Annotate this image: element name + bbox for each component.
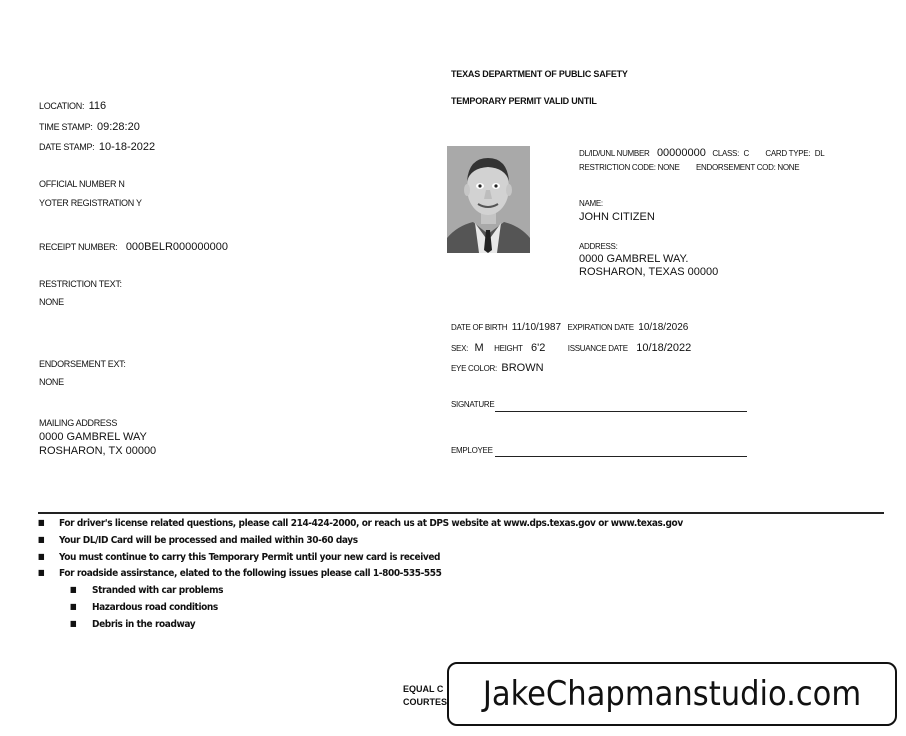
mailing-address-line1: 0000 GAMBREL WAY [39, 431, 147, 443]
signature-line [495, 411, 747, 412]
issuance-label: ISSUANCE DATE [567, 344, 628, 353]
employee-label: EMPLOYEE [451, 446, 493, 455]
class-label: CLASS: [712, 149, 740, 158]
issuance-value: 10/18/2022 [636, 342, 692, 354]
equal-line1: EQUAL C [403, 684, 444, 694]
receipt-value: 000BELR000000000 [125, 241, 228, 253]
datestamp-value: 10-18-2022 [98, 141, 156, 153]
receipt-label: RECEIPT NUMBER: [39, 242, 118, 252]
address-label: ADDRESS: [579, 242, 618, 251]
datestamp-field [39, 137, 155, 155]
bullet-icon: ■ [38, 568, 45, 577]
bullet-icon: ■ [70, 619, 77, 628]
card-type-label: CARD TYPE: [765, 149, 811, 158]
address-line1: 0000 GAMBREL WAY. [579, 253, 689, 265]
restriction-text-value: NONE [39, 297, 64, 307]
bullet-icon: ■ [70, 585, 77, 594]
sex-label: SEX: [451, 344, 469, 353]
eye-color-value: BROWN [501, 362, 544, 374]
sex-value: M [474, 342, 484, 354]
eye-color-row [451, 358, 544, 376]
address-line2: ROSHARON, TEXAS 00000 [579, 266, 719, 278]
name-value: JOHN CITIZEN [579, 211, 655, 223]
timestamp-field [39, 117, 140, 135]
employee-line [495, 456, 747, 457]
location-value: 116 [88, 100, 107, 112]
name-label: NAME: [579, 199, 603, 208]
timestamp-label: TIME STAMP: [39, 122, 93, 132]
location-label: LOCATION: [39, 101, 85, 111]
mailing-address-label: MAILING ADDRESS [39, 418, 118, 428]
dob-value: 11/10/1987 [511, 322, 562, 333]
restriction-text-label: RESTRICTION TEXT: [39, 279, 122, 289]
dl-number-label: DL/ID/UNL NUMBER [579, 149, 650, 158]
dob-exp-row [451, 317, 688, 335]
receipt-field [39, 237, 228, 255]
bullet-icon: ■ [70, 602, 77, 611]
location-field [39, 96, 106, 114]
timestamp-value: 09:28:20 [97, 121, 140, 133]
sex-height-row [451, 338, 691, 356]
endorsement-text-label: ENDORSEMENT EXT: [39, 359, 126, 369]
signature-label: SIGNATURE [451, 400, 495, 409]
agency-title: TEXAS DEPARTMENT OF PUBLIC SAFETY [451, 69, 628, 79]
bullet-icon: ■ [38, 552, 45, 561]
equal-line2: COURTES [403, 697, 448, 707]
mailing-address-line2: ROSHARON, TX 00000 [39, 445, 157, 457]
eye-color-label: EYE COLOR: [451, 364, 497, 373]
card-type-value: DL [814, 149, 825, 158]
endorsement-text-value: NONE [39, 377, 64, 387]
class-value: C [743, 149, 749, 158]
voter-registration: YOTER REGISTRATION Y [39, 198, 142, 208]
permit-title: TEMPORARY PERMIT VALID UNTIL [451, 96, 597, 106]
codes-row [579, 157, 799, 175]
datestamp-label: DATE STAMP: [39, 142, 95, 152]
bullet-icon: ■ [38, 535, 45, 544]
bullet-icon: ■ [38, 518, 45, 527]
expiration-label: EXPIRATION DATE [567, 323, 634, 332]
holder-photo [447, 146, 530, 253]
portrait-image [447, 146, 530, 253]
height-label: HEIGHT [494, 344, 523, 353]
section-divider [38, 512, 884, 514]
watermark: JakeChapmanstudio.com [447, 662, 897, 726]
dob-label: DATE OF BIRTH [451, 323, 508, 332]
dl-number-value: 00000000 [656, 147, 706, 159]
expiration-value: 10/18/2026 [638, 322, 689, 333]
height-value: 6'2 [531, 342, 546, 354]
equal-opportunity-text [403, 683, 447, 709]
restriction-code: RESTRICTION CODE: NONE [579, 163, 680, 172]
official-number: OFFICIAL NUMBER N [39, 179, 125, 189]
endorsement-code: ENDORSEMENT COD: NONE [695, 163, 800, 172]
